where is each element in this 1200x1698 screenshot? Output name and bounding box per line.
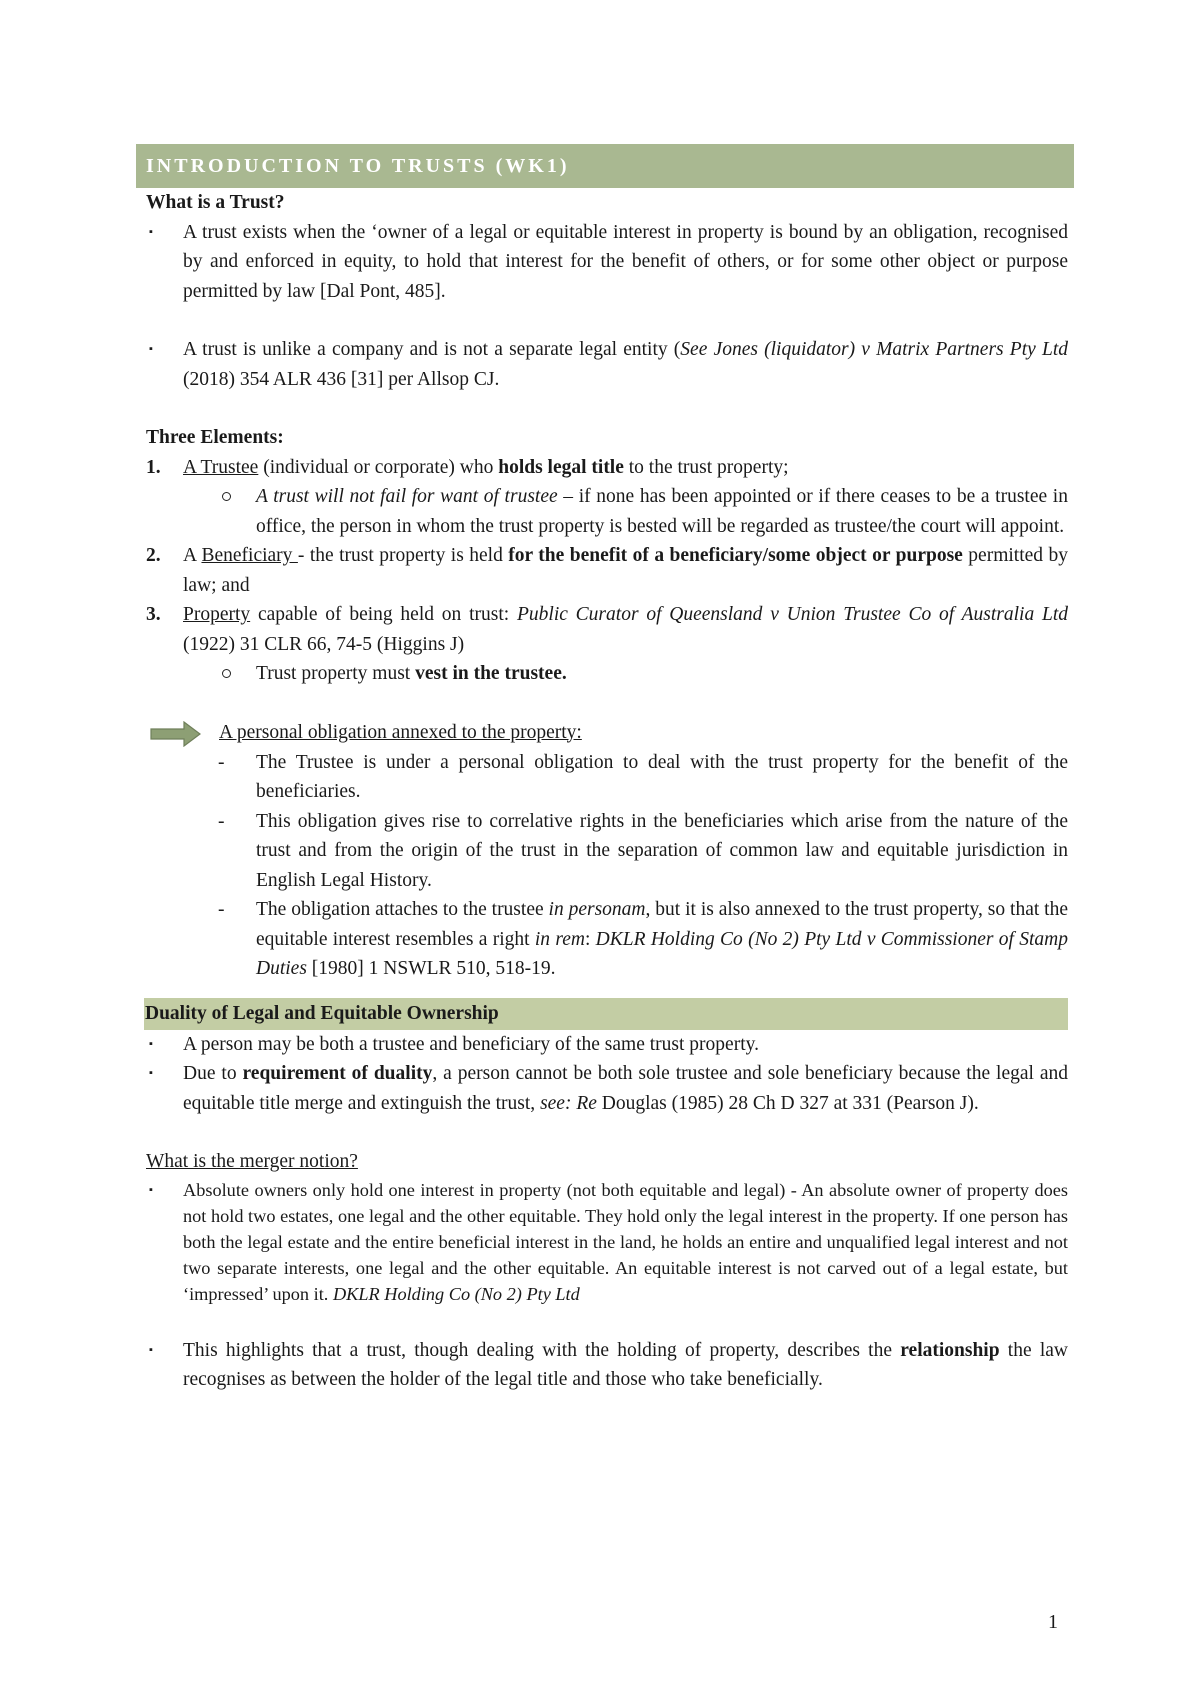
duality-heading: Duality of Legal and Equitable Ownership: [144, 998, 1068, 1030]
list-item: ▪ A person may be both a trustee and beneficiary of the same trust property.: [146, 1030, 1068, 1060]
list-item: ▪ Absolute owners only hold one interest in property (not both equitable and legal) - An absolute owner of property does not hold two estates, one legal and the other equitable. They hold only the legal interest in the property. If one person has both the legal estate and the entire beneficial interest in the land, he holds an entire and unqualified legal interest and not two separate interests, one legal and the other equitable. An equitable interest is not carved out of a legal estate, but ‘impressed’ upon it. DKLR Holding Co (No 2) Pty Ltd: [146, 1177, 1068, 1307]
section-banner: INTRODUCTION TO TRUSTS (WK1): [136, 144, 1074, 188]
list-item: ▪ A trust exists when the ‘owner of a legal or equitable interest in property is bound by an obligation, recognised by and enforced in equity, to hold that interest for the benefit of others, or for some other object or purpose permitted by law [Dal Pont, 485].: [146, 218, 1068, 307]
dash-icon: -: [218, 751, 225, 773]
obligation-heading: A personal obligation annexed to the property:: [219, 721, 582, 743]
circle-bullet-icon: [222, 492, 231, 501]
list-item: ▪ Due to requirement of duality, a person cannot be both sole trustee and sole beneficiary because the legal and equitable title merge and extinguish the trust, see: Re Douglas (1985) 28 Ch D 327 at 331 (Pearson J).: [146, 1059, 1068, 1118]
obligation-heading-row: [146, 718, 1068, 748]
page-content: [146, 144, 1068, 1395]
element-item-beneficiary: 2. A Beneficiary - the trust property is held for the benefit of a beneficiary/some object or purpose permitted by law; and: [146, 545, 1068, 596]
element-item-trustee: 1. A Trustee (individual or corporate) who holds legal title to the trust property;: [146, 456, 789, 478]
dash-item: - The Trustee is under a personal obligation to deal with the trust property for the benefit of the beneficiaries.: [146, 748, 1068, 807]
bullet-icon: ▪: [149, 1067, 153, 1079]
bullet-icon: ▪: [149, 1037, 153, 1050]
sub-list-item: A trust will not fail for want of trustee – if none has been appointed or if there ceases to be a trustee in office, the person in whom the trust property is bested will be regarded as trustee/the court will appoint.: [146, 482, 1068, 541]
bullet-icon: ▪: [149, 225, 153, 238]
dash-icon: -: [218, 810, 225, 832]
three-elements-heading: Three Elements:: [146, 427, 284, 448]
bullet-icon: ▪: [149, 343, 153, 355]
circle-bullet-icon: [222, 669, 231, 678]
sub-list-item: Trust property must vest in the trustee.: [146, 659, 1068, 689]
dash-item: - The obligation attaches to the trustee in personam, but it is also annexed to the trust property, so that the equitable interest resembles a right in rem: DKLR Holding Co (No 2) Pty Ltd v Commissioner of Stamp Duties [1980] 1 NSWLR 510, 518-19.: [146, 895, 1068, 984]
merger-heading: What is the merger notion?: [146, 1151, 358, 1172]
bullet-icon: ▪: [149, 1183, 153, 1196]
what-is-trust-heading: What is a Trust?: [146, 192, 285, 213]
right-arrow-icon: [150, 721, 202, 747]
element-item-property: 3. Property capable of being held on trust: Public Curator of Queensland v Union Trustee Co of Australia Ltd (1922) 31 CLR 66, 74-5 (Higgins J): [146, 604, 1069, 655]
dash-icon: -: [218, 899, 225, 920]
dash-item: - This obligation gives rise to correlative rights in the beneficiaries which arise from the nature of the trust and from the origin of the trust in the separation of common law and equitable jurisdiction in English Legal History.: [146, 807, 1068, 896]
list-item: ▪ A trust is unlike a company and is not a separate legal entity (See Jones (liquidator) v Matrix Partners Pty Ltd (2018) 354 ALR 436 [31] per Allsop CJ.: [146, 335, 1068, 394]
page-number: 1: [1048, 1611, 1058, 1633]
bullet-icon: ▪: [149, 1343, 153, 1356]
list-item: ▪ This highlights that a trust, though dealing with the holding of property, describes the relationship the law recognises as between the holder of the legal title and those who take beneficially.: [146, 1336, 1068, 1395]
